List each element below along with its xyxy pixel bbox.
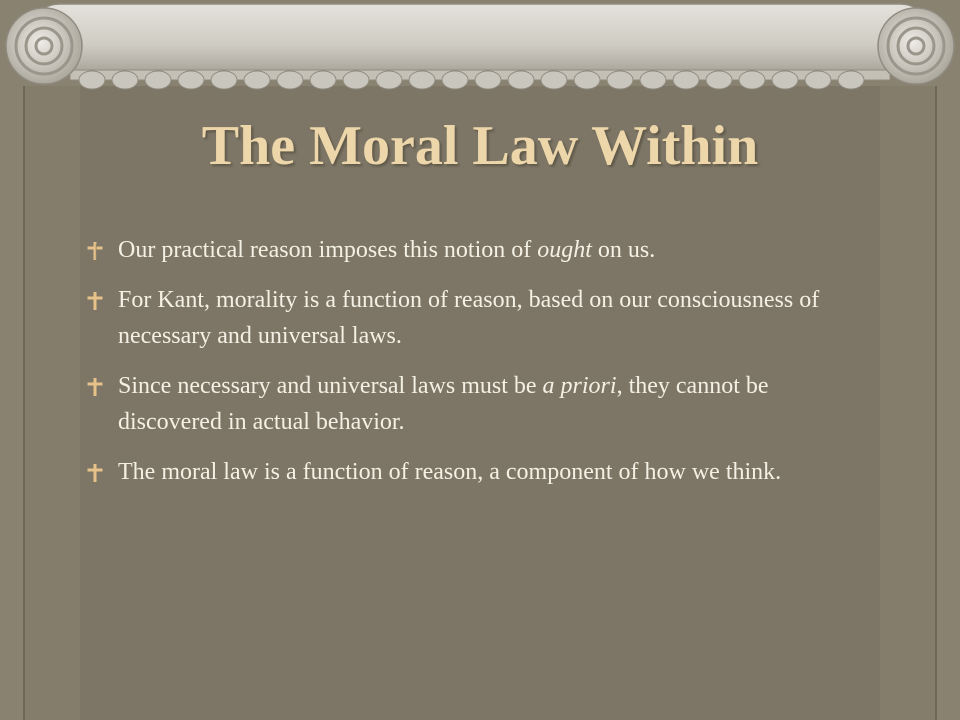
- slide-title: The Moral Law Within: [201, 115, 759, 177]
- egg-ornament: [112, 71, 138, 89]
- egg-ornament: [805, 71, 831, 89]
- egg-ornament: [277, 71, 303, 89]
- left-column-shaft: [24, 86, 80, 720]
- cross-dagger-icon: [86, 464, 104, 482]
- egg-ornament: [79, 71, 105, 89]
- egg-ornament: [838, 71, 864, 89]
- capital-lintel: [40, 4, 920, 80]
- egg-ornament: [574, 71, 600, 89]
- egg-ornament: [409, 71, 435, 89]
- egg-ornament: [508, 71, 534, 89]
- bullet-item: [86, 232, 876, 268]
- bullet-text: For Kant, morality is a function of reason, based on our consciousness of necessary and universal laws.: [118, 287, 820, 349]
- egg-ornament: [145, 71, 171, 89]
- egg-ornament: [376, 71, 402, 89]
- egg-ornament: [442, 71, 468, 89]
- egg-ornament: [211, 71, 237, 89]
- egg-ornament: [640, 71, 666, 89]
- bullet-list: [86, 232, 876, 504]
- bullet-item: [86, 282, 876, 354]
- egg-ornament: [178, 71, 204, 89]
- egg-ornament: [607, 71, 633, 89]
- egg-ornament: [475, 71, 501, 89]
- cross-dagger-icon: [86, 378, 104, 396]
- bullet-text: Our practical reason imposes this notion of ought on us.: [118, 237, 656, 263]
- bullet-text: The moral law is a function of reason, a component of how we think.: [118, 459, 782, 485]
- egg-ornament: [772, 71, 798, 89]
- egg-ornament: [739, 71, 765, 89]
- bullet-item: [86, 368, 876, 440]
- egg-ornament: [244, 71, 270, 89]
- egg-ornament: [673, 71, 699, 89]
- cross-dagger-icon: [86, 242, 104, 260]
- bullet-text: Since necessary and universal laws must be a priori, they cannot be discovered in actual behavior.: [118, 373, 769, 435]
- cross-dagger-icon: [86, 292, 104, 310]
- right-scroll-ornament: [878, 8, 954, 84]
- left-scroll-ornament: [6, 8, 82, 84]
- egg-ornament: [310, 71, 336, 89]
- egg-ornament: [706, 71, 732, 89]
- egg-ornament: [343, 71, 369, 89]
- right-column-shaft: [880, 86, 936, 720]
- egg-ornament: [541, 71, 567, 89]
- bullet-item: [86, 454, 876, 490]
